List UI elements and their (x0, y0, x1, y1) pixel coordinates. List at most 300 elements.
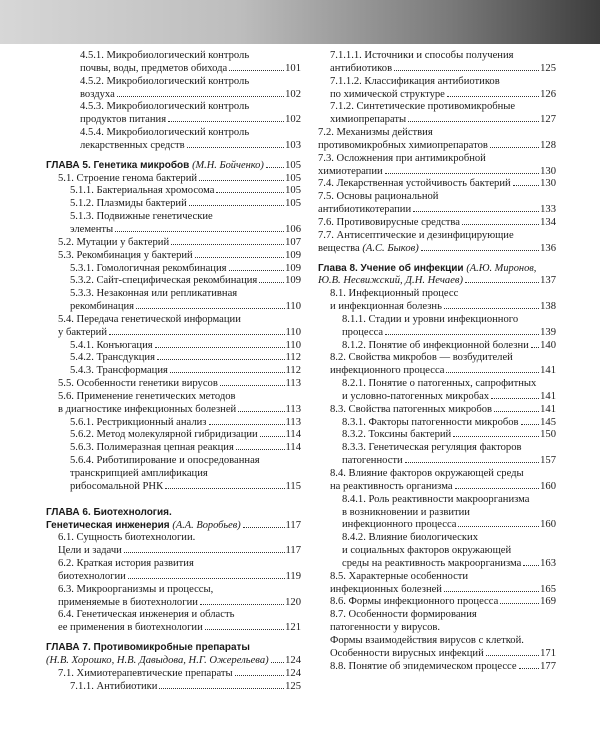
toc-entry-text: 8.4.1. Роль реактивности макроорганизма (342, 493, 530, 505)
toc-entry-title (46, 507, 172, 520)
toc-chapter-authors (46, 655, 269, 668)
dot-leader (229, 270, 285, 271)
toc-entry-title (80, 140, 185, 153)
toc-entry-title (342, 429, 451, 442)
dot-leader (200, 604, 284, 605)
toc-entry-text: 8.5. Характерные особенности (330, 570, 469, 582)
toc-entry-text: инфекционного процесса (342, 519, 457, 531)
toc-entry (46, 211, 301, 224)
toc-entry (318, 635, 556, 648)
toc-page-number: 114 (285, 429, 301, 441)
toc-entry-text: 5.2. Мутации у бактерий (58, 236, 170, 248)
toc-entry-text: 8.7. Особенности формирования (330, 609, 477, 621)
toc-entry-text: противомикробных химиопрепаратов (318, 139, 488, 151)
toc-entry-title (58, 622, 203, 635)
toc-entry (318, 89, 556, 102)
toc-entry (46, 63, 301, 76)
toc-entry-title (318, 230, 514, 243)
toc-entry-title (58, 378, 218, 391)
toc-entry-text: элементы (70, 223, 114, 235)
toc-entry (46, 378, 301, 391)
toc-entry (46, 76, 301, 89)
toc-entry (46, 571, 301, 584)
dot-leader (157, 359, 285, 360)
toc-entry (46, 404, 301, 417)
toc-entry-text: Цели и задачи (58, 545, 122, 557)
toc-page-number: 117 (285, 545, 301, 557)
toc-entry-title (330, 301, 442, 314)
toc-entry-text: 5.1. Строение генома бактерий (58, 172, 198, 184)
toc-chapter-heading (318, 263, 556, 276)
page-header-band (0, 0, 600, 44)
toc-entry-title (330, 584, 442, 597)
toc-page-number: 138 (540, 301, 556, 313)
dot-leader (128, 578, 285, 579)
section-spacer (46, 494, 301, 507)
toc-entry-title (70, 352, 155, 365)
toc-entry (46, 609, 301, 622)
toc-entry-title (318, 204, 411, 217)
toc-entry (318, 455, 556, 468)
toc-entry-title (318, 153, 486, 166)
toc-entry (318, 314, 556, 327)
toc-entry-title (70, 442, 234, 455)
toc-entry-text: по химической структуре (330, 88, 445, 100)
toc-entry (46, 391, 301, 404)
toc-entry-author: (А.А. Воробьев) (172, 519, 241, 531)
toc-entry-title (342, 327, 383, 340)
dot-leader (500, 603, 539, 604)
toc-entry-title (318, 178, 511, 191)
toc-page-number: 109 (285, 249, 301, 261)
toc-entry-title (330, 288, 458, 301)
section-spacer (46, 153, 301, 160)
toc-entry-title (58, 237, 169, 250)
toc-entry-title (330, 635, 524, 648)
toc-entry (46, 352, 301, 365)
toc-entry-title (330, 101, 515, 114)
toc-entry (46, 455, 301, 468)
dot-leader (259, 282, 284, 283)
toc-entry-title (330, 76, 500, 89)
toc-entry-title (80, 76, 249, 89)
toc-entry-title (80, 101, 249, 114)
toc-entry-text: 8.3.2. Токсины бактерий (342, 429, 452, 441)
dot-leader (455, 488, 540, 489)
toc-page-number: 119 (285, 570, 301, 582)
dot-leader (159, 688, 284, 689)
toc-entry-title (330, 648, 484, 661)
dot-leader (168, 121, 284, 122)
toc-entry (46, 224, 301, 237)
toc-entry (46, 50, 301, 63)
toc-entry (46, 417, 301, 430)
toc-entry-text: Особенности вирусных инфекций (330, 647, 484, 659)
toc-page-number: 101 (285, 62, 301, 74)
toc-entry-title (80, 114, 166, 127)
dot-leader (109, 334, 284, 335)
toc-entry-text: воздуха (80, 88, 115, 100)
toc-entry-title (58, 597, 198, 610)
toc-entry (46, 532, 301, 545)
toc-entry-title (46, 160, 264, 173)
toc-entry-text: 8.2. Свойства микробов — возбудителей (330, 352, 513, 364)
toc-page-number: 157 (540, 455, 556, 467)
toc-chapter-heading (46, 520, 301, 533)
toc-entry-text: патогенности (342, 455, 403, 467)
toc-entry-text: (Н.В. Хорошко, Н.В. Давыдова, Н.Г. Ожерельева) (46, 654, 269, 666)
toc-entry-text: Глава 8. Учение об инфекции (318, 262, 464, 274)
toc-entry (46, 681, 301, 694)
toc-page-number: 112 (285, 365, 301, 377)
toc-entry-text: Ю.В. Несвижский, Д.Н. Нечаев) (318, 275, 464, 287)
toc-entry-title (330, 63, 392, 76)
toc-entry-text: у бактерий (58, 326, 108, 338)
toc-entry-text: и условно-патогенных микробах (342, 390, 490, 402)
toc-entry-title (342, 442, 522, 455)
toc-entry (318, 584, 556, 597)
toc-entry (318, 468, 556, 481)
toc-entry-text: 4.5.1. Микробиологический контроль (80, 50, 250, 61)
toc-entry-text: 7.4. Лекарственная устойчивость бактерий (318, 178, 511, 190)
toc-page-number: 140 (540, 339, 556, 351)
toc-entry (46, 365, 301, 378)
dot-leader (465, 282, 539, 283)
toc-entry-title (330, 609, 477, 622)
toc-entry-title (58, 250, 193, 263)
dot-leader (408, 121, 539, 122)
toc-entry-title (70, 481, 163, 494)
toc-page-number: 141 (540, 365, 556, 377)
toc-entry-text: Генетическая инженерия (46, 519, 170, 531)
dot-leader (124, 552, 285, 553)
toc-entry (318, 327, 556, 340)
toc-entry-title (70, 224, 113, 237)
toc-chapter-authors (318, 275, 463, 288)
dot-leader (513, 185, 539, 186)
toc-entry (46, 173, 301, 186)
toc-entry (46, 250, 301, 263)
dot-leader (519, 668, 540, 669)
toc-entry (318, 429, 556, 442)
toc-entry (46, 314, 301, 327)
dot-leader (195, 257, 284, 258)
toc-entry-text: ГЛАВА 6. Биотехнология. (46, 506, 172, 518)
toc-entry (46, 288, 301, 301)
toc-entry-text: продуктов питания (80, 114, 167, 126)
toc-entry-text: 8.3. Свойства патогенных микробов (330, 403, 493, 415)
toc-entry-text: 8.1. Инфекционный процесс (330, 288, 459, 300)
dot-leader (446, 372, 539, 373)
toc-entry-title (330, 468, 524, 481)
toc-entry (318, 442, 556, 455)
toc-entry-text: транскрипцией амплификация (70, 468, 208, 479)
toc-entry-title (330, 50, 513, 63)
toc-entry-text: 8.3.1. Факторы патогенности микробов (342, 416, 519, 428)
toc-entry-title (58, 558, 194, 571)
toc-entry-text: рибосомальной РНК (70, 480, 164, 492)
toc-entry-text: 7.6. Противовирусные средства (318, 216, 460, 228)
toc-entry-text: 5.5. Особенности генетики вирусов (58, 378, 218, 390)
toc-entry-text: 6.3. Микроорганизмы и процессы, (58, 583, 214, 595)
toc-entry-title (318, 263, 536, 276)
toc-entry-text: 7.1. Химиотерапевтические препараты (58, 667, 233, 679)
toc-entry-title (58, 327, 107, 340)
dot-leader (490, 147, 539, 148)
toc-entry-text: 7.7. Антисептические и дезинфицирующие (318, 229, 514, 241)
toc-page-number: 130 (540, 178, 556, 190)
dot-leader (235, 675, 284, 676)
toc-entry-title (70, 288, 237, 301)
toc-page-number: 150 (540, 429, 556, 441)
toc-entry (318, 63, 556, 76)
toc-page-number: 114 (285, 442, 301, 454)
dot-leader (491, 398, 539, 399)
toc-entry-title (342, 340, 529, 353)
dot-leader (170, 372, 285, 373)
dot-leader (394, 70, 539, 71)
toc-page-number: 117 (285, 519, 301, 531)
dot-leader (229, 70, 284, 71)
toc-entry-text: 8.8. Понятие об эпидемическом процессе (330, 660, 517, 672)
dot-leader (236, 449, 285, 450)
toc-entry (318, 217, 556, 230)
toc-page-number: 177 (540, 660, 556, 672)
toc-entry-title (80, 127, 249, 140)
toc-entry-text: 7.1.1.1. Источники и способы получения (330, 50, 514, 61)
toc-entry-text: 5.6.2. Метод молекулярной гибридизации (70, 429, 258, 441)
toc-entry-text: и социальных факторов окружающей (342, 545, 512, 557)
toc-entry-title (70, 211, 213, 224)
toc-entry-title (330, 365, 444, 378)
toc-entry-text: 5.3. Рекомбинация у бактерий (58, 249, 193, 261)
dot-leader (243, 527, 285, 528)
toc-entry (318, 596, 556, 609)
toc-page-number: 127 (540, 114, 556, 126)
toc-entry-title (342, 545, 511, 558)
toc-entry-text: 4.5.3. Микробиологический контроль (80, 101, 250, 113)
toc-entry-author: (А.Ю. Миронов, (466, 262, 537, 274)
toc-entry (318, 275, 556, 288)
toc-page-number: 110 (285, 301, 301, 313)
toc-entry-text: 5.1.3. Подвижные генетические (70, 211, 213, 223)
toc-entry (46, 429, 301, 442)
toc-page-number: 110 (285, 326, 301, 338)
dot-leader (220, 385, 285, 386)
toc-entry (318, 545, 556, 558)
toc-entry-title (70, 417, 207, 430)
toc-entry (46, 101, 301, 114)
toc-column-right (318, 50, 556, 674)
toc-entry (318, 417, 556, 430)
toc-entry-title (342, 507, 470, 520)
toc-entry (318, 166, 556, 179)
dot-leader (117, 96, 284, 97)
dot-leader (385, 173, 539, 174)
toc-entry-text: 7.2. Механизмы действия (318, 127, 433, 139)
toc-entry-title (330, 114, 406, 127)
toc-entry (318, 481, 556, 494)
toc-page-number: 105 (285, 159, 301, 171)
toc-page-number: 141 (540, 403, 556, 415)
toc-entry-text: патогенности у вирусов. (330, 622, 441, 634)
dot-leader (486, 655, 539, 656)
toc-entry-text: ГЛАВА 5. Генетика микробов (46, 159, 190, 171)
toc-entry-title (318, 191, 438, 204)
toc-page-number: 126 (540, 88, 556, 100)
toc-entry-title (46, 642, 250, 655)
toc-entry-title (70, 301, 134, 314)
toc-page-number: 113 (285, 416, 301, 428)
toc-entry (318, 365, 556, 378)
toc-entry-title (342, 494, 529, 507)
toc-entry-title (318, 140, 488, 153)
toc-entry-text: антибиотикотерапии (318, 204, 412, 216)
toc-entry-title (330, 404, 492, 417)
dot-leader (189, 205, 284, 206)
toc-entry-author: (А.С. Быков) (362, 242, 419, 254)
toc-entry-text: ГЛАВА 7. Противомикробные препараты (46, 642, 250, 654)
dot-leader (421, 250, 539, 251)
dot-leader (205, 629, 284, 630)
toc-page-number: 109 (285, 262, 301, 274)
toc-entry-title (330, 481, 453, 494)
toc-entry-title (70, 198, 187, 211)
toc-entry-title (58, 545, 122, 558)
toc-entry-author: (М.Н. Бойченко) (192, 159, 264, 171)
toc-page-number: 125 (540, 62, 556, 74)
toc-entry (318, 378, 556, 391)
dot-leader (531, 347, 539, 348)
toc-page-number: 120 (285, 596, 301, 608)
toc-entry-text: ее применения в биотехнологии (58, 622, 203, 634)
toc-entry-text: 5.4. Передача генетической информации (58, 313, 241, 325)
toc-entry-title (58, 668, 233, 681)
toc-entry (46, 481, 301, 494)
toc-entry-title (70, 365, 168, 378)
toc-entry-title (58, 314, 241, 327)
toc-page-number: 107 (285, 236, 301, 248)
toc-entry (318, 519, 556, 532)
toc-page-number: 109 (285, 275, 301, 287)
dot-leader (413, 211, 539, 212)
toc-entry (318, 609, 556, 622)
toc-entry (46, 442, 301, 455)
toc-entry-text: 5.3.3. Незаконная или репликативная (70, 288, 238, 300)
toc-page-number: 124 (285, 667, 301, 679)
toc-entry-text: 6.2. Краткая история развития (58, 558, 194, 570)
toc-entry-text: 8.1.2. Понятие об инфекционной болезни (342, 339, 529, 351)
toc-entry-text: 8.4.2. Влияние биологических (342, 532, 478, 544)
toc-entry (46, 327, 301, 340)
toc-entry-title (58, 532, 195, 545)
toc-entry-text: применяемые в биотехнологии (58, 596, 198, 608)
toc-entry-text: в возникновении и развитии (342, 506, 470, 518)
toc-entry (46, 89, 301, 102)
toc-entry-text: антибиотиков (330, 62, 393, 74)
toc-entry-title (342, 519, 456, 532)
toc-entry-title (80, 63, 227, 76)
toc-entry-text: 7.1.2. Синтетические противомикробные (330, 101, 516, 113)
toc-chapter-heading (46, 642, 301, 655)
toc-entry-text: и инфекционная болезнь (330, 301, 442, 313)
toc-entry-text: среды на реактивность макроорганизма (342, 557, 522, 569)
toc-entry-text: 7.1.1. Антибиотики (70, 680, 158, 692)
dot-leader (444, 308, 539, 309)
toc-entry (318, 661, 556, 674)
toc-entry-title (330, 571, 468, 584)
toc-entry-title (58, 391, 236, 404)
toc-entry-title (330, 661, 517, 674)
dot-leader (521, 424, 540, 425)
toc-entry (318, 352, 556, 365)
toc-chapter-heading (46, 507, 301, 520)
toc-entry-text: химиотерапии (318, 165, 383, 177)
toc-entry-text: химиопрепараты (330, 114, 407, 126)
toc-entry-title (70, 429, 258, 442)
section-spacer (318, 256, 556, 263)
toc-entry-text: 6.1. Сущность биотехнологии. (58, 532, 196, 544)
toc-entry-text: 8.6. Формы инфекционного процесса (330, 596, 499, 608)
toc-entry-text: 5.4.2. Трансдукция (70, 352, 155, 364)
toc-page-number: 141 (540, 390, 556, 402)
toc-entry-text: 8.4. Влияние факторов окружающей среды (330, 468, 524, 479)
toc-entry (46, 140, 301, 153)
toc-entry (318, 391, 556, 404)
toc-page-number: 130 (540, 165, 556, 177)
toc-entry (318, 622, 556, 635)
toc-entry-text: 8.2.1. Понятие о патогенных, сапрофитных (342, 378, 537, 390)
toc-entry-title (70, 681, 157, 694)
toc-entry-title (70, 340, 153, 353)
toc-entry (318, 50, 556, 63)
toc-entry-text: 5.4.1. Конъюгация (70, 339, 153, 351)
toc-entry (318, 507, 556, 520)
toc-entry-text: 5.6.4. Риботипирование и опосредованная (70, 455, 260, 467)
toc-page-number: 160 (540, 480, 556, 492)
dot-leader (260, 436, 285, 437)
toc-entry-text: 4.5.2. Микробиологический контроль (80, 75, 250, 87)
toc-entry-text: 7.3. Осложнения при антимикробной (318, 152, 486, 164)
toc-entry-title (70, 185, 214, 198)
dot-leader (216, 192, 284, 193)
toc-page-number: 145 (540, 416, 556, 428)
dot-leader (165, 488, 284, 489)
toc-entry-text: на реактивность организма (330, 480, 453, 492)
toc-entry-text: рекомбинация (70, 301, 135, 313)
toc-entry-title (318, 243, 419, 256)
dot-leader (199, 180, 284, 181)
toc-entry (318, 494, 556, 507)
toc-page-number: 102 (285, 114, 301, 126)
dot-leader (494, 411, 539, 412)
toc-page-number: 139 (540, 326, 556, 338)
toc-entry (46, 340, 301, 353)
toc-entry-text: почвы, воды, предметов обихода (80, 62, 228, 74)
toc-entry (46, 275, 301, 288)
toc-entry-title (342, 417, 519, 430)
toc-entry-title (318, 166, 383, 179)
toc-entry (46, 468, 301, 481)
dot-leader (271, 662, 284, 663)
toc-page-number: 112 (285, 352, 301, 364)
toc-entry-title (58, 584, 213, 597)
toc-page-number: 128 (540, 139, 556, 151)
toc-entry-text: 7.5. Основы рациональной (318, 191, 439, 203)
toc-entry-text: 5.1.2. Плазмиды бактерий (70, 198, 187, 210)
toc-entry (318, 140, 556, 153)
toc-entry (46, 198, 301, 211)
